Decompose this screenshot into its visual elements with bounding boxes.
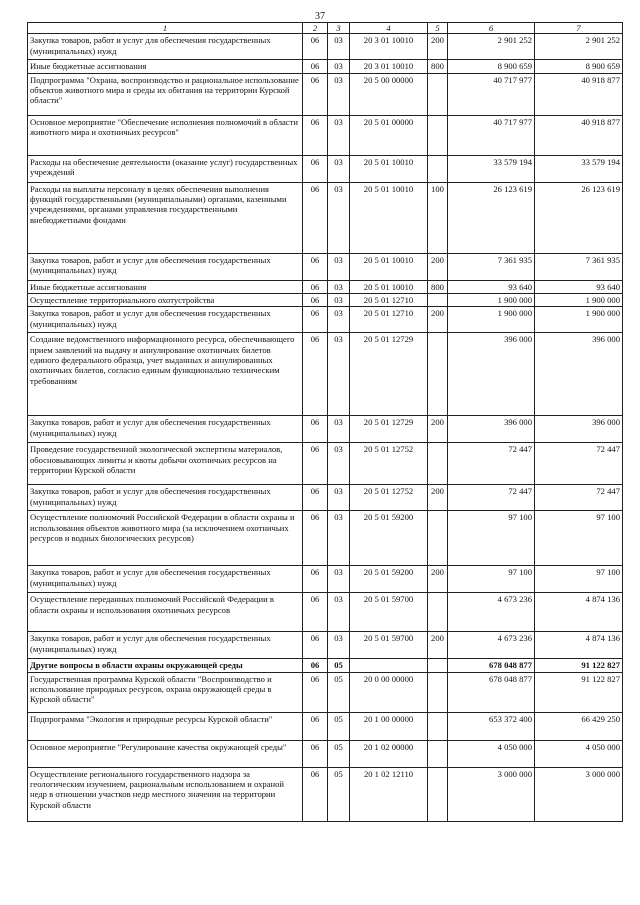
target-article-code: 20 5 01 59700 bbox=[350, 593, 428, 632]
expense-type-code bbox=[428, 115, 448, 155]
section-code: 06 bbox=[303, 593, 328, 632]
amount-year-2: 2 901 252 bbox=[535, 34, 623, 60]
table-row bbox=[28, 632, 623, 659]
table-row bbox=[28, 333, 623, 416]
amount-year-2: 4 050 000 bbox=[535, 740, 623, 767]
section-code: 06 bbox=[303, 416, 328, 443]
table-row bbox=[28, 659, 623, 672]
target-article-code: 20 5 01 12710 bbox=[350, 307, 428, 333]
expense-type-code: 800 bbox=[428, 280, 448, 293]
column-number: 2 bbox=[303, 23, 328, 34]
amount-year-2: 93 640 bbox=[535, 280, 623, 293]
amount-year-2: 396 000 bbox=[535, 333, 623, 416]
target-article-code: 20 5 00 00000 bbox=[350, 73, 428, 115]
amount-year-1: 4 673 236 bbox=[448, 632, 535, 659]
target-article-code: 20 5 01 12729 bbox=[350, 416, 428, 443]
subsection-code: 03 bbox=[328, 566, 350, 593]
section-code: 06 bbox=[303, 511, 328, 566]
table-row bbox=[28, 566, 623, 593]
target-article-code: 20 5 01 00000 bbox=[350, 115, 428, 155]
subsection-code: 05 bbox=[328, 659, 350, 672]
page-number: 37 bbox=[315, 11, 325, 22]
table-row bbox=[28, 740, 623, 767]
subsection-code: 03 bbox=[328, 632, 350, 659]
amount-year-2: 1 900 000 bbox=[535, 307, 623, 333]
expense-type-code bbox=[428, 767, 448, 821]
amount-year-2: 3 000 000 bbox=[535, 767, 623, 821]
amount-year-1: 26 123 619 bbox=[448, 182, 535, 253]
expense-type-code bbox=[428, 73, 448, 115]
amount-year-2: 40 918 877 bbox=[535, 115, 623, 155]
table-row bbox=[28, 593, 623, 632]
subsection-code: 03 bbox=[328, 593, 350, 632]
amount-year-2: 396 000 bbox=[535, 416, 623, 443]
amount-year-2: 26 123 619 bbox=[535, 182, 623, 253]
table-row bbox=[28, 443, 623, 485]
amount-year-1: 1 900 000 bbox=[448, 307, 535, 333]
row-name: Расходы на выплаты персоналу в целях обеспечения выполнения функций государственными (муниципальными) органами, казенными учреждениями, органами управления государственными внебюджетными фондами bbox=[28, 182, 303, 253]
row-name: Закупка товаров, работ и услуг для обеспечения государственных (муниципальных) нужд bbox=[28, 632, 303, 659]
section-code: 06 bbox=[303, 659, 328, 672]
target-article-code: 20 5 01 10010 bbox=[350, 280, 428, 293]
section-code: 06 bbox=[303, 566, 328, 593]
table-row bbox=[28, 712, 623, 740]
target-article-code: 20 5 01 12710 bbox=[350, 293, 428, 306]
target-article-code: 20 1 02 00000 bbox=[350, 740, 428, 767]
amount-year-1: 33 579 194 bbox=[448, 155, 535, 182]
row-name: Закупка товаров, работ и услуг для обеспечения государственных (муниципальных) нужд bbox=[28, 34, 303, 60]
table-row bbox=[28, 672, 623, 712]
amount-year-2: 33 579 194 bbox=[535, 155, 623, 182]
subsection-code: 03 bbox=[328, 115, 350, 155]
amount-year-2: 97 100 bbox=[535, 511, 623, 566]
row-name: Осуществление регионального государственного надзора за геологическим изучением, рациональным использованием и охраной недр в отношении участков недр местного значения на территории Курской области bbox=[28, 767, 303, 821]
target-article-code: 20 5 01 59200 bbox=[350, 511, 428, 566]
section-code: 06 bbox=[303, 767, 328, 821]
table-row bbox=[28, 416, 623, 443]
target-article-code bbox=[350, 659, 428, 672]
amount-year-1: 40 717 977 bbox=[448, 73, 535, 115]
target-article-code: 20 5 01 10010 bbox=[350, 182, 428, 253]
section-code: 06 bbox=[303, 307, 328, 333]
target-article-code: 20 1 00 00000 bbox=[350, 712, 428, 740]
expense-type-code bbox=[428, 155, 448, 182]
expense-type-code: 200 bbox=[428, 34, 448, 60]
amount-year-1: 40 717 977 bbox=[448, 115, 535, 155]
target-article-code: 20 5 01 12752 bbox=[350, 485, 428, 511]
row-name: Создание ведомственного информационного ресурса, обеспечивающего прием заявлений на выдачу и аннулирование охотничьих билетов единого федерального образца, учет выданных и аннулированных охотничьих билетов, согласно единым функционально техническим требованиям bbox=[28, 333, 303, 416]
target-article-code: 20 5 01 59700 bbox=[350, 632, 428, 659]
subsection-code: 03 bbox=[328, 155, 350, 182]
subsection-code: 03 bbox=[328, 182, 350, 253]
section-code: 06 bbox=[303, 115, 328, 155]
amount-year-1: 4 673 236 bbox=[448, 593, 535, 632]
subsection-code: 05 bbox=[328, 767, 350, 821]
target-article-code: 20 5 01 12729 bbox=[350, 333, 428, 416]
row-name: Государственная программа Курской области "Воспроизводство и использование природных ресурсов, охрана окружающей среды в Курской области" bbox=[28, 672, 303, 712]
column-number: 3 bbox=[328, 23, 350, 34]
row-name: Осуществление полномочий Российской Федерации в области охраны и использования объектов животного мира (за исключением охотничьих ресурсов и водных биологических ресурсов) bbox=[28, 511, 303, 566]
section-code: 06 bbox=[303, 485, 328, 511]
expense-type-code: 800 bbox=[428, 60, 448, 73]
amount-year-1: 653 372 400 bbox=[448, 712, 535, 740]
target-article-code: 20 5 01 10010 bbox=[350, 155, 428, 182]
target-article-code: 20 3 01 10010 bbox=[350, 60, 428, 73]
table-row bbox=[28, 34, 623, 60]
amount-year-2: 91 122 827 bbox=[535, 672, 623, 712]
amount-year-1: 396 000 bbox=[448, 333, 535, 416]
expense-type-code bbox=[428, 333, 448, 416]
column-number: 1 bbox=[28, 23, 303, 34]
subsection-code: 03 bbox=[328, 60, 350, 73]
section-code: 06 bbox=[303, 712, 328, 740]
amount-year-2: 91 122 827 bbox=[535, 659, 623, 672]
amount-year-2: 4 874 136 bbox=[535, 632, 623, 659]
row-name: Подпрограмма "Охрана, воспроизводство и рациональное использование объектов животного мира и среды их обитания на территории Курской области" bbox=[28, 73, 303, 115]
table-row bbox=[28, 115, 623, 155]
row-name: Осуществление территориального охотустройства bbox=[28, 293, 303, 306]
table-row bbox=[28, 280, 623, 293]
table-row bbox=[28, 182, 623, 253]
subsection-code: 03 bbox=[328, 511, 350, 566]
table-row bbox=[28, 485, 623, 511]
section-code: 06 bbox=[303, 60, 328, 73]
row-name: Закупка товаров, работ и услуг для обеспечения государственных (муниципальных) нужд bbox=[28, 566, 303, 593]
amount-year-2: 97 100 bbox=[535, 566, 623, 593]
subsection-code: 03 bbox=[328, 280, 350, 293]
expense-type-code: 100 bbox=[428, 182, 448, 253]
expense-type-code bbox=[428, 593, 448, 632]
subsection-code: 03 bbox=[328, 293, 350, 306]
amount-year-1: 72 447 bbox=[448, 443, 535, 485]
row-name: Закупка товаров, работ и услуг для обеспечения государственных (муниципальных) нужд bbox=[28, 307, 303, 333]
amount-year-1: 97 100 bbox=[448, 511, 535, 566]
expense-type-code bbox=[428, 740, 448, 767]
amount-year-2: 4 874 136 bbox=[535, 593, 623, 632]
row-name: Основное мероприятие "Обеспечение исполнения полномочий в области животного мира и охотничьих ресурсов" bbox=[28, 115, 303, 155]
amount-year-2: 8 900 659 bbox=[535, 60, 623, 73]
subsection-code: 03 bbox=[328, 34, 350, 60]
amount-year-1: 97 100 bbox=[448, 566, 535, 593]
target-article-code: 20 5 01 12752 bbox=[350, 443, 428, 485]
expense-type-code bbox=[428, 511, 448, 566]
row-name: Основное мероприятие "Регулирование качества окружающей среды" bbox=[28, 740, 303, 767]
table-row bbox=[28, 307, 623, 333]
target-article-code: 20 5 01 10010 bbox=[350, 253, 428, 280]
expense-type-code: 200 bbox=[428, 253, 448, 280]
column-number: 4 bbox=[350, 23, 428, 34]
expense-type-code bbox=[428, 672, 448, 712]
table-row bbox=[28, 155, 623, 182]
expense-type-code: 200 bbox=[428, 566, 448, 593]
subsection-code: 03 bbox=[328, 416, 350, 443]
subsection-code: 03 bbox=[328, 73, 350, 115]
amount-year-1: 72 447 bbox=[448, 485, 535, 511]
amount-year-1: 396 000 bbox=[448, 416, 535, 443]
table-row bbox=[28, 60, 623, 73]
row-name: Другие вопросы в области охраны окружающей среды bbox=[28, 659, 303, 672]
amount-year-1: 8 900 659 bbox=[448, 60, 535, 73]
row-name: Закупка товаров, работ и услуг для обеспечения государственных (муниципальных) нужд bbox=[28, 416, 303, 443]
expense-type-code bbox=[428, 712, 448, 740]
section-code: 06 bbox=[303, 443, 328, 485]
table-row bbox=[28, 767, 623, 821]
amount-year-1: 7 361 935 bbox=[448, 253, 535, 280]
column-number: 7 bbox=[535, 23, 623, 34]
amount-year-2: 72 447 bbox=[535, 485, 623, 511]
expense-type-code: 200 bbox=[428, 632, 448, 659]
subsection-code: 03 bbox=[328, 485, 350, 511]
amount-year-1: 93 640 bbox=[448, 280, 535, 293]
target-article-code: 20 0 00 00000 bbox=[350, 672, 428, 712]
table-row bbox=[28, 73, 623, 115]
section-code: 06 bbox=[303, 73, 328, 115]
section-code: 06 bbox=[303, 672, 328, 712]
row-name: Иные бюджетные ассигнования bbox=[28, 280, 303, 293]
subsection-code: 05 bbox=[328, 672, 350, 712]
subsection-code: 03 bbox=[328, 253, 350, 280]
expense-type-code: 200 bbox=[428, 416, 448, 443]
table-row bbox=[28, 293, 623, 306]
expense-type-code bbox=[428, 293, 448, 306]
budget-table bbox=[27, 22, 623, 822]
row-name: Иные бюджетные ассигнования bbox=[28, 60, 303, 73]
subsection-code: 05 bbox=[328, 740, 350, 767]
subsection-code: 03 bbox=[328, 443, 350, 485]
row-name: Закупка товаров, работ и услуг для обеспечения государственных (муниципальных) нужд bbox=[28, 253, 303, 280]
expense-type-code: 200 bbox=[428, 485, 448, 511]
table-row bbox=[28, 511, 623, 566]
amount-year-1: 2 901 252 bbox=[448, 34, 535, 60]
section-code: 06 bbox=[303, 740, 328, 767]
amount-year-2: 7 361 935 bbox=[535, 253, 623, 280]
section-code: 06 bbox=[303, 293, 328, 306]
section-code: 06 bbox=[303, 280, 328, 293]
section-code: 06 bbox=[303, 155, 328, 182]
column-number: 6 bbox=[448, 23, 535, 34]
subsection-code: 05 bbox=[328, 712, 350, 740]
expense-type-code bbox=[428, 443, 448, 485]
row-name: Подпрограмма "Экология и природные ресурсы Курской области" bbox=[28, 712, 303, 740]
amount-year-1: 3 000 000 bbox=[448, 767, 535, 821]
target-article-code: 20 1 02 12110 bbox=[350, 767, 428, 821]
amount-year-1: 678 048 877 bbox=[448, 672, 535, 712]
subsection-code: 03 bbox=[328, 307, 350, 333]
row-name: Расходы на обеспечение деятельности (оказание услуг) государственных учреждений bbox=[28, 155, 303, 182]
amount-year-1: 1 900 000 bbox=[448, 293, 535, 306]
section-code: 06 bbox=[303, 34, 328, 60]
amount-year-1: 678 048 877 bbox=[448, 659, 535, 672]
target-article-code: 20 5 01 59200 bbox=[350, 566, 428, 593]
row-name: Осуществление переданных полномочий Российской Федерации в области охраны и использования охотничьих ресурсов bbox=[28, 593, 303, 632]
column-number-row bbox=[28, 23, 623, 34]
section-code: 06 bbox=[303, 333, 328, 416]
table-row bbox=[28, 253, 623, 280]
column-number: 5 bbox=[428, 23, 448, 34]
section-code: 06 bbox=[303, 253, 328, 280]
subsection-code: 03 bbox=[328, 333, 350, 416]
amount-year-2: 66 429 250 bbox=[535, 712, 623, 740]
target-article-code: 20 3 01 10010 bbox=[350, 34, 428, 60]
expense-type-code: 200 bbox=[428, 307, 448, 333]
row-name: Закупка товаров, работ и услуг для обеспечения государственных (муниципальных) нужд bbox=[28, 485, 303, 511]
amount-year-2: 40 918 877 bbox=[535, 73, 623, 115]
expense-type-code bbox=[428, 659, 448, 672]
section-code: 06 bbox=[303, 182, 328, 253]
amount-year-2: 72 447 bbox=[535, 443, 623, 485]
amount-year-1: 4 050 000 bbox=[448, 740, 535, 767]
row-name: Проведение государственной экологической экспертизы материалов, обосновывающих лимиты и квоты добычи охотничьих ресурсов на территории Курской области bbox=[28, 443, 303, 485]
amount-year-2: 1 900 000 bbox=[535, 293, 623, 306]
section-code: 06 bbox=[303, 632, 328, 659]
